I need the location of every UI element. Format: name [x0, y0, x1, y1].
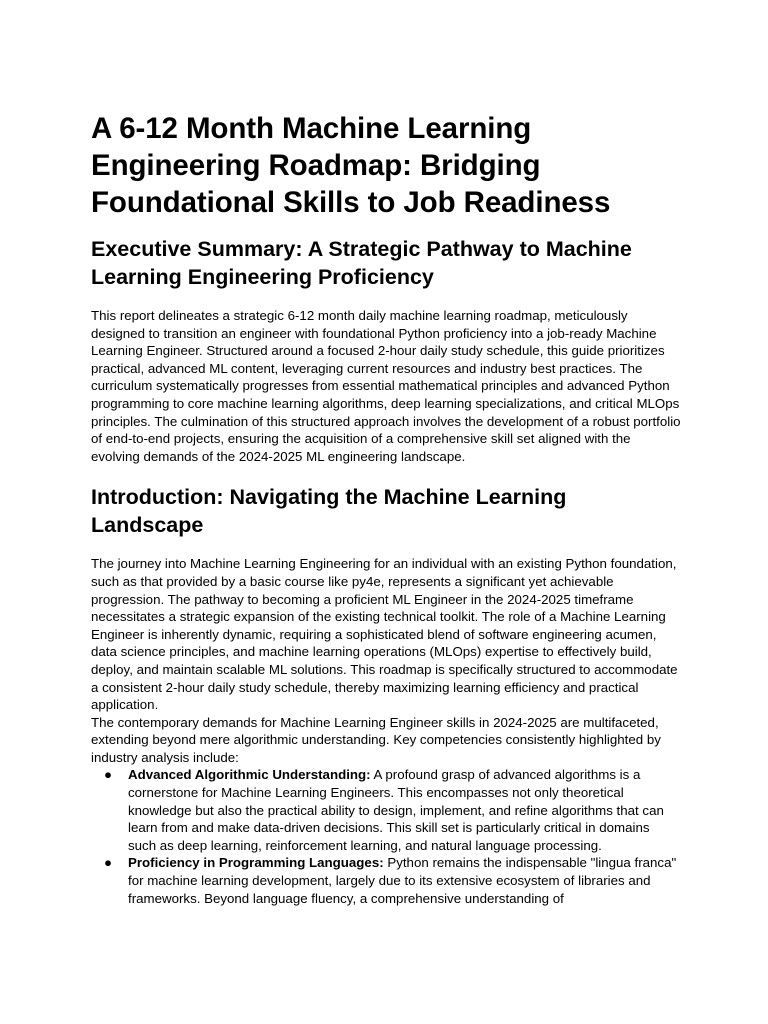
bullet-marker: ● [104, 767, 113, 783]
introduction-paragraph-2: The contemporary demands for Machine Learning Engineer skills in 2024-2025 are multifaceted, extending beyond mere algorithmic understanding. Key competencies consistently highlighted by industry analysis include: [91, 714, 661, 765]
executive-summary-paragraph: This report delineates a strategic 6-12 month daily machine learning roadmap, meticulously designed to transition an engineer with foundational Python proficiency into a job-ready Machine Learning Engineer. Structured around a focused 2-hour daily study schedule, this guide prioritizes practical, advanced ML content, leveraging current resources and industry best practices. The curriculum systematically progresses from essential mathematical principles and advanced Python programming to core machine learning algorithms, deep learning specializations, and critical MLOps principles. The culmination of this structured approach involves the development of a robust portfolio of end-to-end projects, ensuring the acquisition of a comprehensive skill set aligned with the evolving demands of the 2024-2025 ML engineering landscape. [91, 308, 681, 464]
skills-bullet-list [91, 766, 681, 907]
introduction-paragraph-1: The journey into Machine Learning Engineering for an individual with an existing Python foundation, such as that provided by a basic course like py4e, represents a significant yet achievable progression. The pathway to becoming a proficient ML Engineer in the 2024-2025 timeframe necessitates a strategic expansion of the existing technical toolkit. The role of a Machine Learning Engineer is inherently dynamic, requiring a sophisticated blend of software engineering acumen, data science principles, and machine learning operations (MLOps) expertise to effectively build, deploy, and maintain scalable ML solutions. This roadmap is specifically structured to accommodate a consistent 2-hour daily study schedule, thereby maximizing learning efficiency and practical application. [91, 556, 678, 713]
list-item-text: A profound grasp of advanced algorithms is a cornerstone for Machine Learning Engineers. This encompasses not only theoretical knowledge but also the practical ability to design, implement, and refine algorithms that can learn from and make data-driven decisions. This skill set is particularly critical in domains such as deep learning, reinforcement learning, and natural language processing. [128, 767, 664, 853]
list-item [91, 766, 681, 854]
list-item-term: Proficiency in Programming Languages: [128, 855, 384, 871]
section-heading-executive-summary: Executive Summary: A Strategic Pathway to Machine Learning Engineering Proficiency [91, 237, 632, 289]
list-item-term: Advanced Algorithmic Understanding: [128, 767, 371, 783]
section-heading-introduction: Introduction: Navigating the Machine Learning Landscape [91, 485, 567, 538]
bullet-marker: ● [104, 855, 113, 871]
list-item-text: Python remains the indispensable "lingua franca" for machine learning development, largely due to its extensive ecosystem of libraries and frameworks. Beyond language fluency, a comprehensive understanding of [128, 855, 677, 906]
document-page [91, 110, 681, 907]
list-item [91, 854, 681, 907]
document-title: A 6-12 Month Machine Learning Engineering Roadmap: Bridging Foundational Skills to Job Readiness [91, 112, 611, 219]
